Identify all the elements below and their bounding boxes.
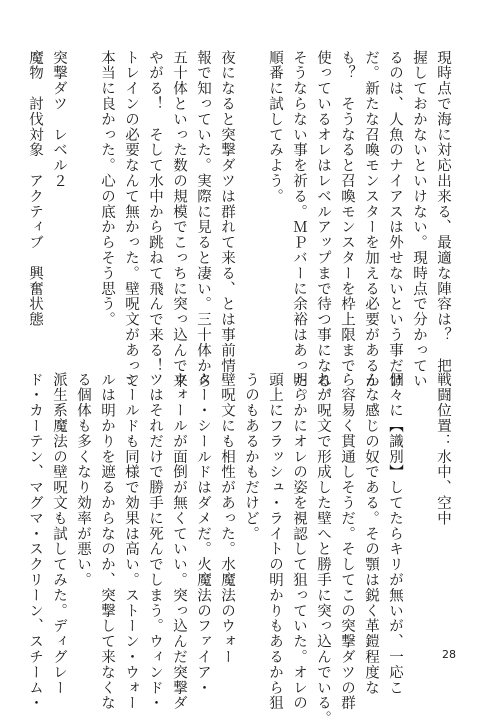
text-column: れが呪文で形成した壁へと勝手に突っ込んでいる。: [315, 372, 331, 726]
text-column: 現時点で海に対応出来る、最適な陣容は？ 把: [435, 50, 451, 374]
text-column: 個々に【識別】してたらキリが無いが、一応こ: [387, 372, 403, 696]
text-column: も？ そうなると召喚モンスターを枠上限まで: [339, 50, 355, 374]
text-column: 使っているオレはレベルアップまで待つ事になる。: [315, 50, 331, 405]
text-column: シールドも同様で効果は高い。ストーン・ウォー: [123, 372, 139, 711]
battle-position-line: 戦闘位置：水中、空中: [435, 372, 451, 526]
text-column-blank: [239, 50, 263, 350]
text-column: 派生系魔法の壁呪文も試してみた。ディグレー: [51, 372, 67, 696]
monster-status-line: 魔物 討伐対象 アクティブ 興奮状態: [27, 50, 43, 328]
text-column: ルは明かりを遮るからなのか、突撃して来なくな: [99, 372, 115, 711]
text-column: ター・シールドはダメだ。火魔法のファイア・: [195, 372, 211, 696]
text-column: 報で知っていた。実際に見ると凄い。三十体から: [195, 50, 211, 389]
monster-name-line: 突撃ダツ レベル２: [51, 50, 67, 189]
text-column: んな感じの奴である。その顎は鋭く革鎧程度な: [363, 372, 379, 696]
text-column: だ。新たな召喚モンスターを加える必要があるか: [363, 50, 379, 389]
text-column: 明らかにオレの姿を視認して狙っていた。オレの: [291, 372, 307, 711]
text-column: ツはそれだけで勝手に死んでしまう。ウィンド・: [147, 372, 163, 711]
text-column: 本当に良かった。心の底からそう思う。: [99, 50, 115, 328]
text-column: そうならない事を祈る。ＭＰバーに余裕はあった。: [291, 50, 307, 405]
page-number: 28: [442, 648, 456, 661]
text-column: 夜になると突撃ダツは群れて来る、とは事前情: [219, 50, 235, 374]
text-column: る個体も多くなり効率が悪い。: [75, 372, 91, 588]
text-column: ら容易く貫通しそうだ。そしてこの突撃ダツの群: [339, 372, 355, 711]
text-column: トレインの必要なんて無かった。壁呪文があって: [123, 50, 139, 389]
text-column-blank: [407, 372, 431, 672]
text-column: ド・カーテン、マグマ・スクリーン、スチーム・: [27, 372, 43, 711]
text-column: うのもあるかもだけど。: [243, 372, 259, 542]
text-column: 壁呪文にも相性があった。水魔法のウォー: [219, 372, 235, 665]
text-column: 頭上にフラッシュ・ライトの明かりもあるから狙: [267, 372, 283, 711]
text-column: 握しておかないといけない。現時点で分かってい: [411, 50, 427, 389]
text-column: るのは、人魚のナイアスは外せないという事だけ: [387, 50, 403, 389]
text-column: ウォールが面倒が無くていい。突っ込んだ突撃ダ: [171, 372, 187, 711]
text-column: やがる！ そして水中から跳ねて飛んで来る！: [147, 50, 163, 374]
lower-text-block: [23, 372, 455, 726]
text-column-blank: [71, 50, 95, 350]
upper-text-block: [23, 50, 455, 405]
text-column: 順番に試してみよう。: [267, 50, 283, 204]
text-column: 五十体といった数の規模でこっちに突っ込んで来: [171, 50, 187, 389]
